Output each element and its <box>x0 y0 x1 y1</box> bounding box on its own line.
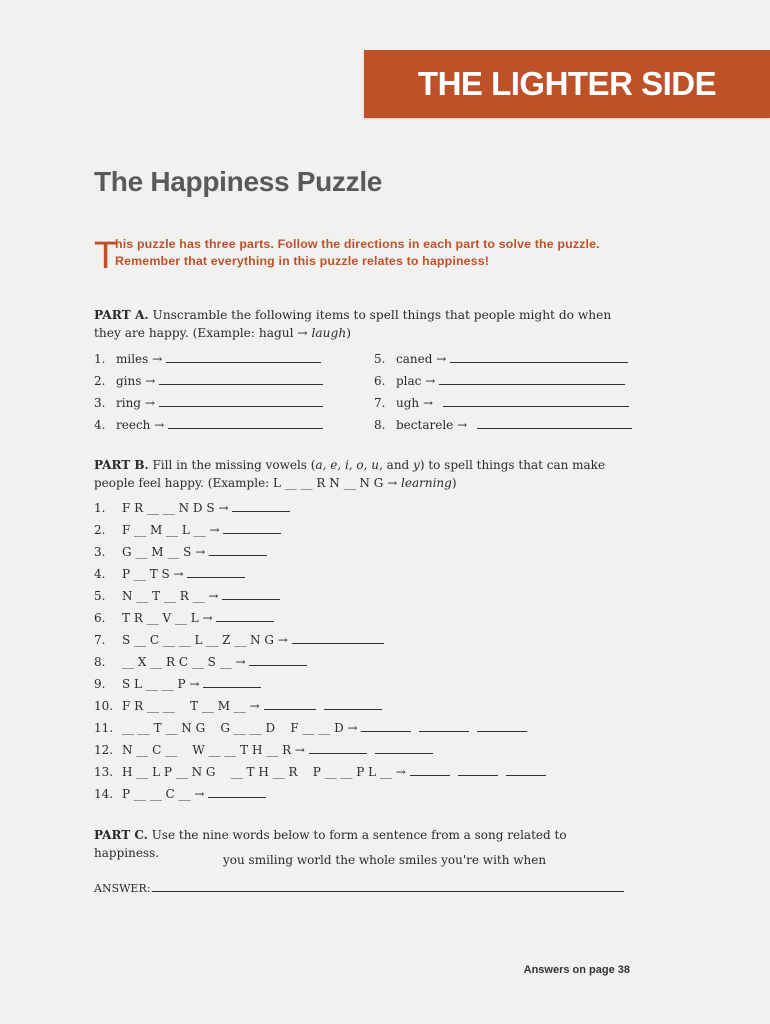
part-b-label: PART B. <box>94 458 149 472</box>
answer-line[interactable] <box>208 786 266 798</box>
part-b-item <box>94 764 554 779</box>
scrambled-word: reech <box>116 418 151 432</box>
item-number: 2. <box>94 374 106 388</box>
answer-label: ANSWER: <box>94 882 151 895</box>
answer-row <box>94 880 624 895</box>
part-a-item <box>374 395 629 410</box>
scrambled-word: ring <box>116 396 141 410</box>
answer-line[interactable] <box>324 698 382 710</box>
vowel-puzzle: G __ M __ S → <box>122 545 206 559</box>
answer-line[interactable] <box>223 522 281 534</box>
answer-line[interactable] <box>292 632 384 644</box>
scrambled-word: plac <box>396 374 422 388</box>
intro-text: his puzzle has three parts. Follow the directions in each part to solve the puzzle. Remember that everything in this puzzle relates to happiness! <box>115 237 600 268</box>
part-b-item <box>94 588 288 603</box>
item-number: 7. <box>374 396 386 410</box>
item-number: 5. <box>94 589 106 603</box>
scrambled-word: caned <box>396 352 433 366</box>
part-b-text-3: ) to spell things that can make people feel happy. (Example: L __ __ R N __ N G <box>94 458 606 490</box>
answer-line[interactable] <box>152 880 624 892</box>
answer-line[interactable] <box>443 395 629 407</box>
part-b-item <box>94 720 535 735</box>
part-a-instructions <box>94 306 634 342</box>
item-number: 11. <box>94 721 114 735</box>
part-b-text-2: and <box>382 458 414 472</box>
item-number: 8. <box>374 418 386 432</box>
answer-line[interactable] <box>187 566 245 578</box>
answer-line[interactable] <box>477 720 527 732</box>
item-number: 10. <box>94 699 114 713</box>
scrambled-word: ugh <box>396 396 420 410</box>
answer-line[interactable] <box>232 500 290 512</box>
part-b-item <box>94 566 253 581</box>
item-number: 6. <box>94 611 106 625</box>
item-number: 2. <box>94 523 106 537</box>
item-number: 1. <box>94 352 106 366</box>
answer-line[interactable] <box>222 588 280 600</box>
scrambled-word: bectarele <box>396 418 454 432</box>
part-b-item <box>94 610 282 625</box>
part-b-vowels: a, e, i, o, u, <box>315 458 383 472</box>
part-a-text: Unscramble the following items to spell things that people might do when they are happy. (Example: hagul <box>94 308 612 340</box>
arrow-icon: → <box>297 326 308 340</box>
arrow-icon: → <box>457 418 468 432</box>
part-b-y: y <box>413 458 420 472</box>
item-number: 8. <box>94 655 106 669</box>
part-b-item <box>94 742 441 757</box>
answer-line[interactable] <box>458 764 498 776</box>
answer-line[interactable] <box>506 764 546 776</box>
part-b-item <box>94 676 269 691</box>
item-number: 3. <box>94 396 106 410</box>
vowel-puzzle: F R __ __ N D S → <box>122 501 229 515</box>
part-b-item <box>94 786 274 801</box>
answer-line[interactable] <box>209 544 267 556</box>
intro-paragraph <box>94 235 634 277</box>
item-number: 12. <box>94 743 114 757</box>
vowel-puzzle: N __ C __ W __ __ T H __ R → <box>122 743 305 757</box>
part-a-item <box>94 373 323 388</box>
answer-line[interactable] <box>309 742 367 754</box>
item-number: 1. <box>94 501 106 515</box>
vowel-puzzle: F R __ __ T __ M __ → <box>122 699 260 713</box>
part-a-label: PART A. <box>94 308 149 322</box>
part-b-item <box>94 544 275 559</box>
answer-line[interactable] <box>166 351 321 363</box>
answer-line[interactable] <box>216 610 274 622</box>
part-c-label: PART C. <box>94 828 148 842</box>
answer-line[interactable] <box>203 676 261 688</box>
part-a-item <box>374 373 625 388</box>
item-number: 5. <box>374 352 386 366</box>
item-number: 3. <box>94 545 106 559</box>
part-b-instructions <box>94 456 634 492</box>
answer-line[interactable] <box>439 373 625 385</box>
part-c-text: Use the nine words below to form a sentence from a song related to happiness. <box>94 828 567 860</box>
answer-line[interactable] <box>264 698 316 710</box>
part-a-close-paren: ) <box>346 326 351 340</box>
answer-line[interactable] <box>168 417 323 429</box>
part-a-example-answer: laugh <box>311 326 347 340</box>
section-banner <box>364 50 770 118</box>
item-number: 13. <box>94 765 114 779</box>
part-a-item <box>94 351 321 366</box>
item-number: 4. <box>94 567 106 581</box>
vowel-puzzle: S L __ __ P → <box>122 677 200 691</box>
arrow-icon: → <box>425 374 436 388</box>
part-b-close-paren: ) <box>451 476 457 490</box>
vowel-puzzle: S __ C __ __ L __ Z __ N G → <box>122 633 288 647</box>
part-b-item <box>94 632 392 647</box>
vowel-puzzle: F __ M __ L __ → <box>122 523 220 537</box>
item-number: 14. <box>94 787 114 801</box>
arrow-icon: → <box>152 352 163 366</box>
vowel-puzzle: N __ T __ R __ → <box>122 589 219 603</box>
page-title: The Happiness Puzzle <box>94 166 383 197</box>
item-number: 6. <box>374 374 386 388</box>
item-number: 9. <box>94 677 106 691</box>
answer-line[interactable] <box>249 654 307 666</box>
arrow-icon: → <box>422 396 434 410</box>
arrow-icon: → <box>436 352 447 366</box>
part-b-item <box>94 698 390 713</box>
part-a-item <box>94 395 323 410</box>
part-b-item <box>94 522 289 537</box>
part-b-example-answer: learning <box>401 476 452 490</box>
answer-line[interactable] <box>375 742 433 754</box>
answer-line[interactable] <box>361 720 411 732</box>
part-a-item <box>374 351 628 366</box>
vowel-puzzle: P __ __ C __ → <box>122 787 205 801</box>
item-number: 4. <box>94 418 106 432</box>
vowel-puzzle: __ __ T __ N G G __ __ D F __ __ D → <box>122 721 358 735</box>
scrambled-word: gins <box>116 374 142 388</box>
vowel-puzzle: P __ T S → <box>122 567 184 581</box>
part-a-item <box>94 417 323 432</box>
answer-line[interactable] <box>450 351 628 363</box>
answers-page-reference: Answers on page 38 <box>523 964 630 976</box>
banner-title: THE LIGHTER SIDE <box>417 65 717 102</box>
scrambled-word: miles <box>116 352 149 366</box>
part-b-item <box>94 500 298 515</box>
arrow-icon: → <box>145 374 156 388</box>
answer-line[interactable] <box>159 395 323 407</box>
part-a-item <box>374 417 632 432</box>
answer-line[interactable] <box>477 417 632 429</box>
answer-line[interactable] <box>410 764 450 776</box>
vowel-puzzle: __ X __ R C __ S __ → <box>122 655 246 669</box>
part-b-item <box>94 654 315 669</box>
word-bank: you smiling world the whole smiles you're with when <box>223 853 547 867</box>
arrow-icon: → <box>144 396 155 410</box>
vowel-puzzle: T R __ V __ L → <box>122 611 213 625</box>
answer-line[interactable] <box>419 720 469 732</box>
item-number: 7. <box>94 633 106 647</box>
arrow-icon: → <box>154 418 165 432</box>
arrow-icon: → <box>387 476 398 490</box>
drop-cap: T <box>94 235 118 277</box>
answer-line[interactable] <box>159 373 323 385</box>
part-b-text-1: Fill in the missing vowels ( <box>152 458 316 472</box>
vowel-puzzle: H __ L P __ N G __ T H __ R P __ __ P L __ → <box>122 765 406 779</box>
